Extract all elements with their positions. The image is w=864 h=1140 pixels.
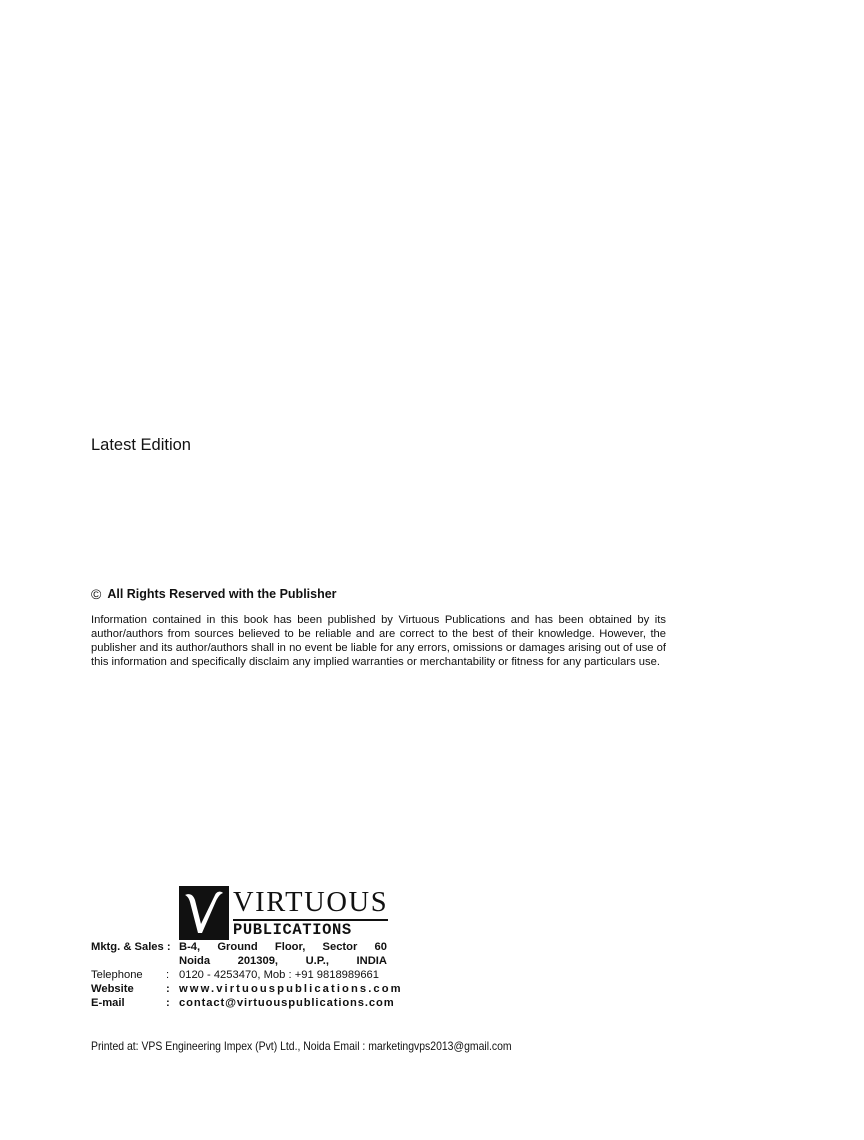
address-word: Noida (179, 955, 211, 967)
copyright-symbol: © (91, 586, 102, 602)
disclaimer-text: Information contained in this book has been published by Virtuous Publications and has been obtained by its author/authors from sources believed to be reliable and are correct to the best of their knowledge. However, the publisher and its author/authors shall in no event be liable for any errors, omissions or damages arising out of use of this information and specifically disclaim any implied warranties or merchantability or fitness for any particulars use. (91, 614, 666, 669)
address-word: INDIA (356, 955, 387, 967)
edition-label: Latest Edition (91, 436, 191, 454)
address-word: B-4, (179, 941, 201, 953)
email-label: E-mail (91, 997, 125, 1009)
address-line-2 (179, 955, 387, 967)
telephone-colon: : (166, 969, 170, 981)
printer-info: Printed at: VPS Engineering Impex (Pvt) Ltd., Noida Email : marketingvps2013@gmail.com (91, 1040, 512, 1053)
address-word: Floor, (274, 941, 306, 953)
website-colon: : (166, 983, 170, 995)
telephone-value: 0120 - 4253470, Mob : +91 9818989661 (179, 969, 379, 981)
publisher-logo (179, 886, 388, 940)
logo-subtitle: PUBLICATIONS (233, 921, 352, 939)
logo-badge-icon (179, 886, 229, 940)
website-link[interactable]: www.virtuouspublications.com (179, 983, 403, 995)
rights-notice (91, 585, 337, 601)
rights-text: All Rights Reserved with the Publisher (107, 587, 337, 601)
address-line-1 (179, 941, 387, 953)
address-word: Sector (322, 941, 358, 953)
website-label: Website (91, 983, 134, 995)
address-word: 201309, (237, 955, 279, 967)
address-word: 60 (374, 941, 387, 953)
sales-label: Mktg. & Sales : (91, 941, 171, 953)
logo-name: VIRTUOUS (233, 887, 389, 918)
address-word: U.P., (305, 955, 329, 967)
telephone-label: Telephone (91, 969, 143, 981)
address-word: Ground (217, 941, 258, 953)
email-colon: : (166, 997, 170, 1009)
email-link[interactable]: contact@virtuouspublications.com (179, 997, 395, 1009)
